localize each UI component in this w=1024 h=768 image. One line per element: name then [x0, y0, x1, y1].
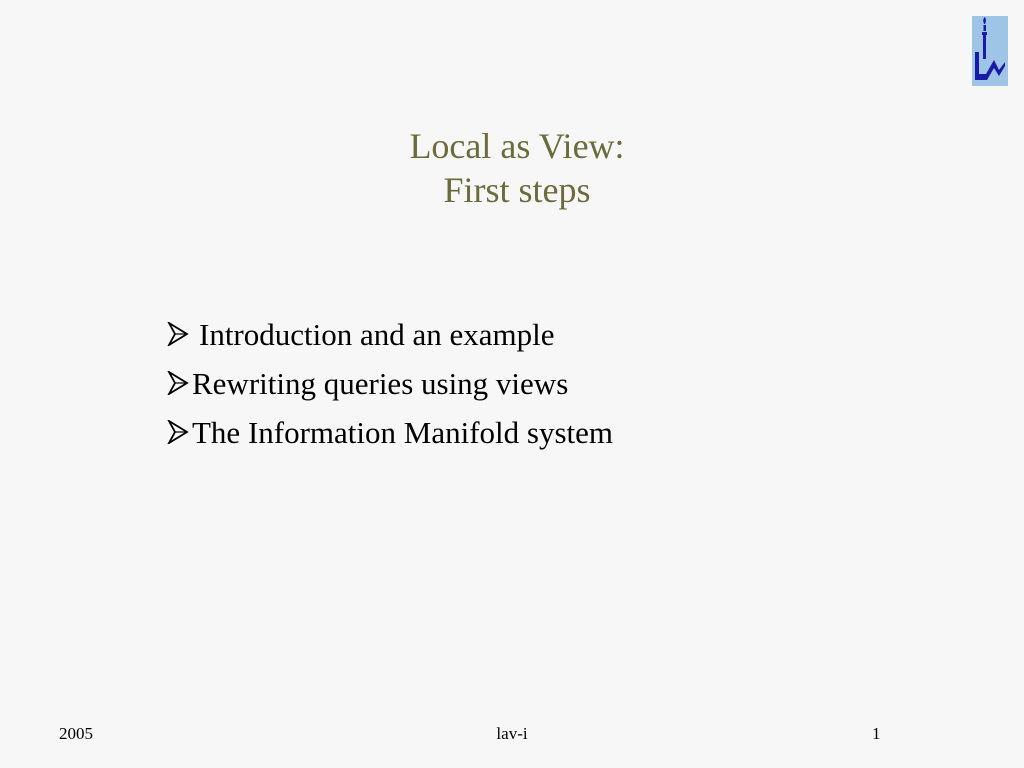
footer-date: 2005	[59, 724, 93, 743]
footer-label: lav-i	[496, 724, 528, 743]
arrow-bullet-icon	[167, 420, 189, 444]
title-line-1: Local as View:	[409, 126, 625, 166]
arrow-bullet-icon	[167, 371, 189, 395]
footer-page-number: 1	[872, 724, 881, 743]
bullet-text: Introduction and an example	[199, 316, 555, 352]
list-item	[167, 310, 613, 359]
bullet-text: The Information Manifold system	[192, 414, 613, 450]
arrow-bullet-icon	[167, 322, 189, 346]
slide-title	[0, 124, 1024, 212]
title-line-2: First steps	[443, 170, 591, 210]
list-item	[167, 359, 613, 408]
bullet-text: Rewriting queries using views	[192, 365, 569, 401]
bullet-list	[167, 310, 613, 457]
list-item	[167, 408, 613, 457]
university-logo-icon	[972, 16, 1008, 86]
